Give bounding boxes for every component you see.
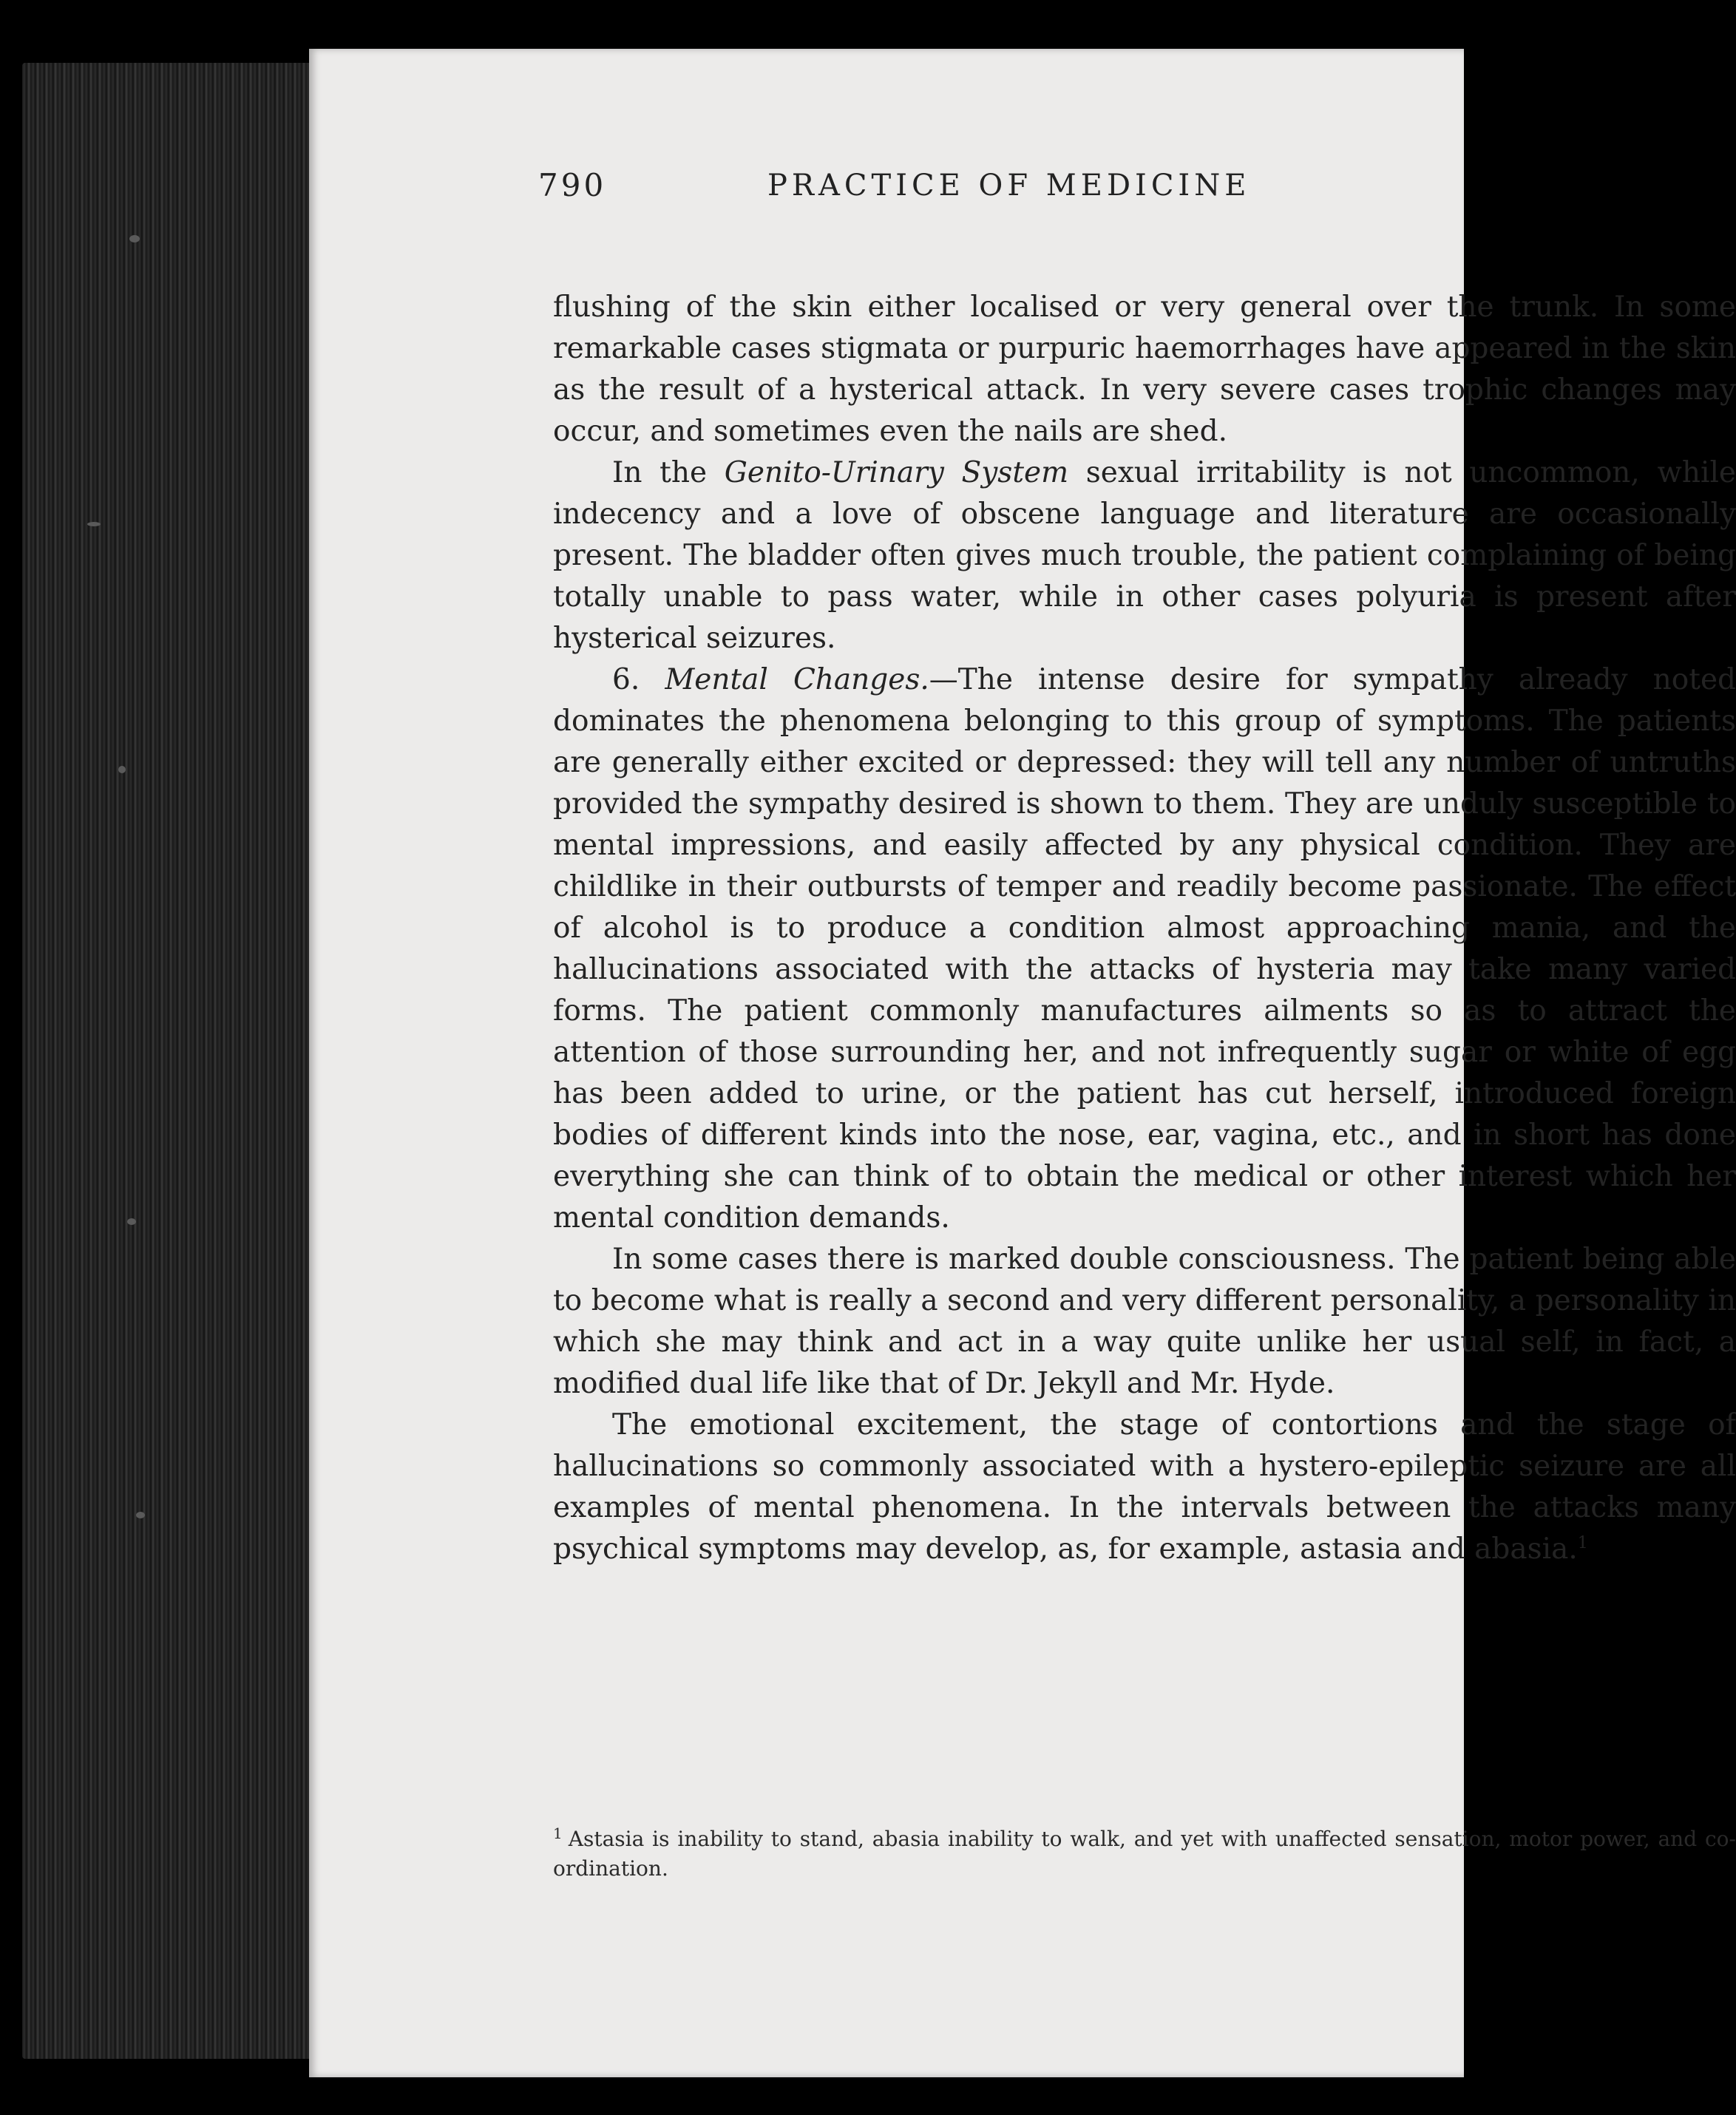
running-title: PRACTICE OF MEDICINE (767, 169, 1251, 203)
footnote (553, 1824, 1736, 1884)
section-heading-genito-urinary: Genito-Urinary System (724, 456, 1069, 489)
paragraph-genito-urinary (553, 452, 1736, 659)
footnote-text: Astasia is inability to stand, abasia inability to walk, and yet with unaffected sensation, motor power, and co-ordination. (553, 1827, 1736, 1881)
paragraph-skin: flushing of the skin either localised or very general over the trunk. In some remarkable cases stigmata or purpuric haemorrhages have appeared in the skin as the result of a hysterical attack. In very severe cases trophic changes may occur, and sometimes even the nails are shed. (553, 291, 1736, 448)
footnote-mark: 1 (553, 1824, 563, 1842)
paragraph-lead: In the (612, 456, 725, 489)
paragraph-body: sexual irritability is not uncommon, while indecency and a love of obscene language and literature are occasionally present. The bladder often gives much trouble, the patient complaining of being totally unable to pass water, while in other cases polyuria is present after hysterical seizures. (553, 456, 1736, 655)
paragraph-emotional-excitement (553, 1405, 1736, 1570)
page-number: 790 (538, 167, 607, 203)
scan-speck (127, 1218, 136, 1225)
paragraph-double-consciousness: In some cases there is marked double consciousness. The patient being able to become what is really a second and very different personality, a personality in which she may think and act in a way quite unlike her usual self, in fact, a modified dual life like that of Dr. Jekyll and Mr. Hyde. (553, 1243, 1736, 1400)
scan-speck (136, 1512, 145, 1518)
scan-speck (129, 235, 140, 242)
book-page (309, 49, 1736, 2077)
book-page-edge (22, 63, 311, 2059)
scan-speck (87, 522, 101, 526)
paragraph-mental-changes (553, 659, 1736, 1239)
footnote-reference: 1 (1577, 1534, 1588, 1552)
body-text (553, 287, 1736, 1570)
section-number: 6. (612, 663, 665, 696)
paragraph-body: The emotional excitement, the stage of contortions and the stage of hallucinations so commonly associated with a hystero-epileptic seizure are all examples of mental phenomena. In the intervals between the attacks many psychical symptoms may develop, as, for example, astasia and abasia. (553, 1408, 1736, 1566)
scan-speck (118, 766, 126, 773)
paragraph-body: —The intense desire for sympathy already noted dominates the phenomena belonging to this group of symptoms. The patients are generally either excited or depressed: they will tell any number of untruths provided the sympathy desired is shown to them. They are unduly susceptible to mental impressions, and easily affected by any physical condition. They are childlike in their outbursts of temper and readily become passionate. The effect of alcohol is to produce a condition almost approaching mania, and the hallucinations associated with the attacks of hysteria may take many varied forms. The patient commonly manufactures ailments so as to attract the attention of those surrounding her, and not infrequently sugar or white of egg has been added to urine, or the patient has cut herself, introduced foreign bodies of different kinds into the nose, ear, vagina, etc., and in short has done everything she can think of to obtain the medical or other interest which her mental condition demands. (553, 663, 1736, 1235)
section-heading-mental-changes: Mental Changes. (665, 663, 929, 696)
